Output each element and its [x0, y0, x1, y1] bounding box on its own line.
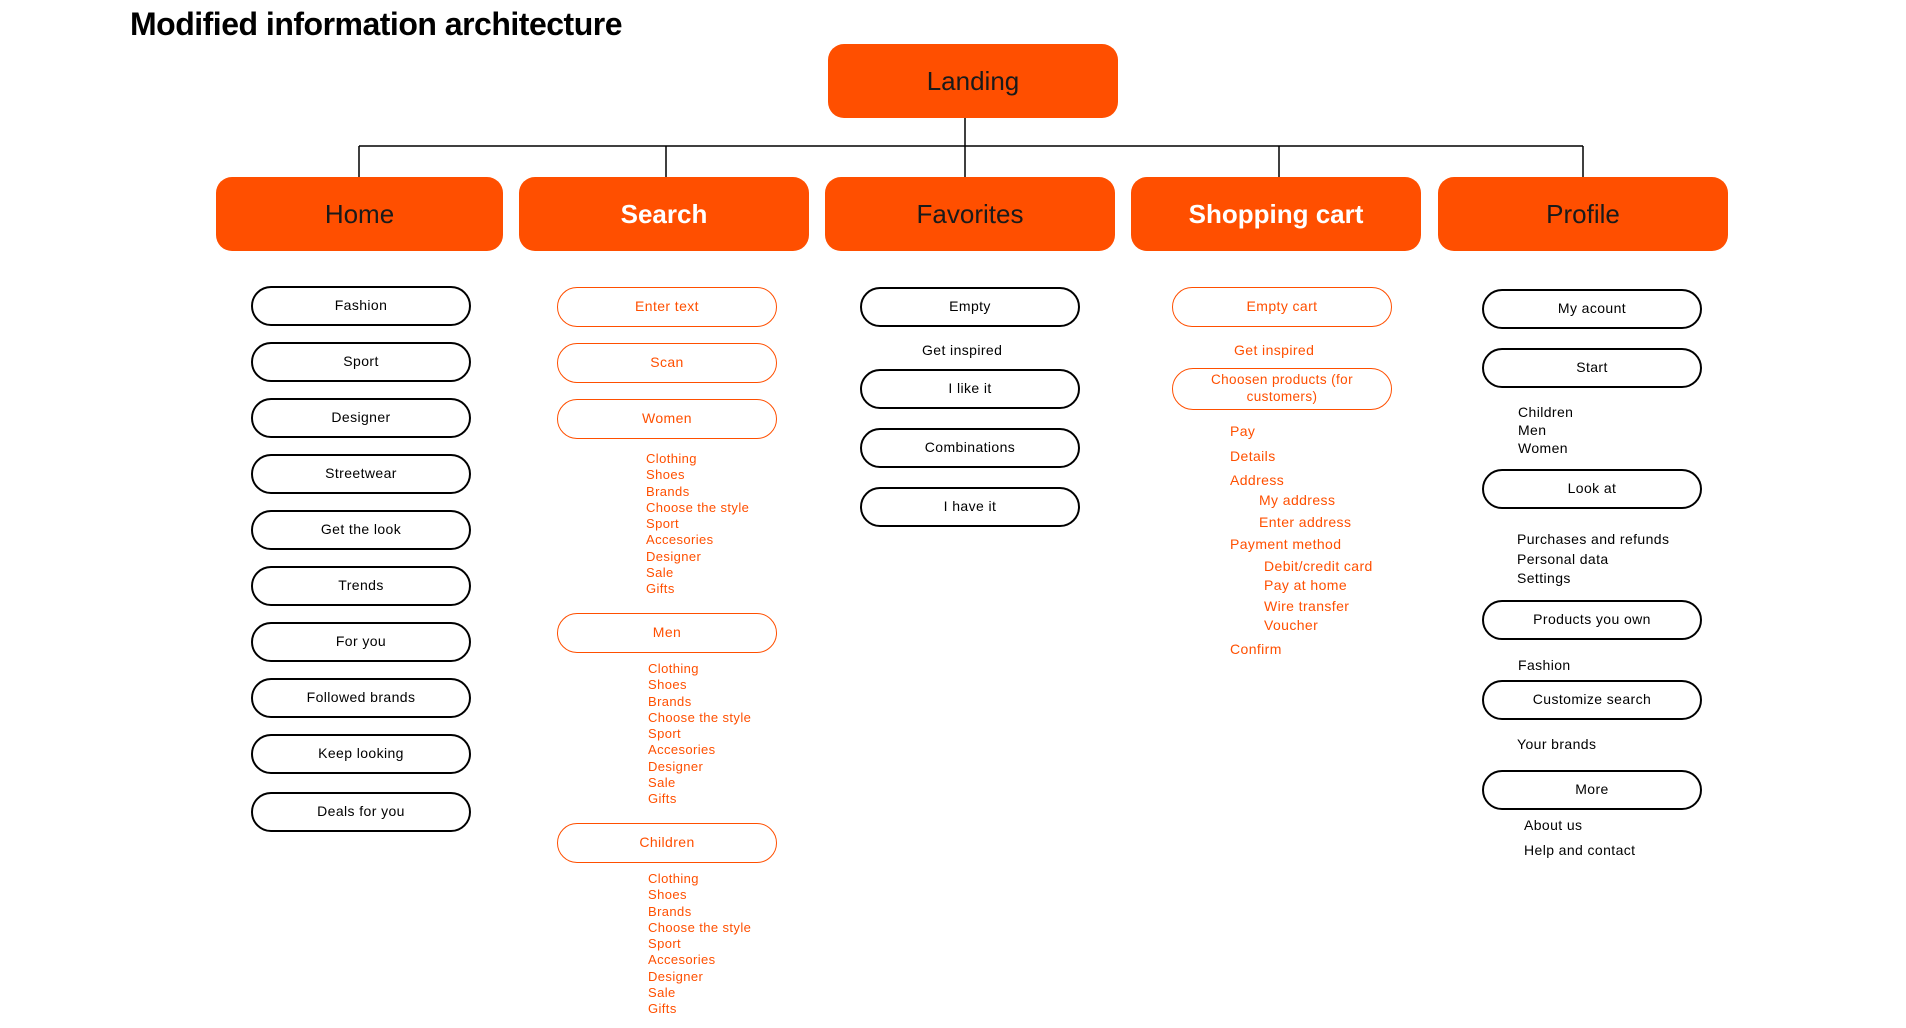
sub-item: Men — [1518, 422, 1547, 438]
sub-item: Accesories — [646, 532, 714, 548]
home-item: Fashion — [251, 286, 471, 326]
search-men: Men — [557, 613, 777, 653]
sub-item: Accesories — [648, 952, 716, 968]
profile-your-brands: Your brands — [1517, 736, 1597, 752]
sub-item: Designer — [646, 548, 702, 564]
sub-item: Shoes — [648, 887, 687, 903]
search-women: Women — [557, 399, 777, 439]
start-sub-list — [1518, 403, 1573, 457]
sub-item: Clothing — [646, 451, 697, 466]
profile-node: Profile — [1438, 177, 1728, 251]
search-children: Children — [557, 823, 777, 863]
sub-item: Clothing — [648, 661, 699, 676]
sub-item: Brands — [648, 903, 692, 919]
sub-item: Personal data — [1517, 550, 1609, 567]
cart-enter-address: Enter address — [1259, 514, 1352, 530]
sub-item: Sale — [648, 775, 676, 791]
home-item: Keep looking — [251, 734, 471, 774]
landing-node: Landing — [828, 44, 1118, 118]
home-item: Trends — [251, 566, 471, 606]
profile-my-account: My acount — [1482, 289, 1702, 329]
sub-item: Brands — [646, 483, 690, 499]
favorites-i-have-it: I have it — [860, 487, 1080, 527]
home-node: Home — [216, 177, 503, 251]
sub-item: Women — [1518, 440, 1568, 456]
cart-debit-card: Debit/credit card — [1264, 558, 1373, 574]
shopping-cart-node: Shopping cart — [1131, 177, 1421, 251]
favorites-i-like-it: I like it — [860, 369, 1080, 409]
sub-item: Designer — [648, 968, 704, 984]
home-item: Get the look — [251, 510, 471, 550]
home-item: Streetwear — [251, 454, 471, 494]
cart-empty-cart: Empty cart — [1172, 287, 1392, 327]
sub-item: Sale — [648, 985, 676, 1001]
sub-item: Designer — [648, 758, 704, 774]
sub-item: Sale — [646, 565, 674, 581]
favorites-get-inspired: Get inspired — [922, 342, 1003, 358]
cart-voucher: Voucher — [1264, 617, 1319, 633]
home-item: Deals for you — [251, 792, 471, 832]
sub-item: Accesories — [648, 742, 716, 758]
sub-item: Settings — [1517, 570, 1571, 586]
cart-confirm: Confirm — [1230, 641, 1282, 657]
cart-my-address: My address — [1259, 492, 1336, 508]
home-item: Sport — [251, 342, 471, 382]
cart-wire-transfer: Wire transfer — [1264, 598, 1350, 614]
sub-item: Sport — [648, 726, 682, 742]
cart-payment-method: Payment method — [1230, 536, 1342, 552]
search-scan: Scan — [557, 343, 777, 383]
sub-item: Brands — [648, 693, 692, 709]
sub-item: Choose the style — [648, 709, 752, 725]
profile-fashion: Fashion — [1518, 657, 1571, 673]
profile-help-contact: Help and contact — [1524, 842, 1636, 858]
sub-item: Sport — [646, 516, 680, 532]
cart-address: Address — [1230, 472, 1285, 488]
profile-customize-search: Customize search — [1482, 680, 1702, 720]
favorites-node: Favorites — [825, 177, 1115, 251]
search-node: Search — [519, 177, 809, 251]
home-item: Designer — [251, 398, 471, 438]
favorites-combinations: Combinations — [860, 428, 1080, 468]
sub-item: Purchases and refunds — [1517, 531, 1670, 547]
favorites-empty: Empty — [860, 287, 1080, 327]
sub-item: Shoes — [646, 467, 685, 483]
sub-item: Sport — [648, 936, 682, 952]
look-at-sub-list — [1517, 530, 1669, 589]
sub-item: Children — [1518, 404, 1574, 420]
search-enter-text: Enter text — [557, 287, 777, 327]
sub-item: Choose the style — [648, 919, 752, 935]
sub-item: Choose the style — [646, 499, 750, 515]
women-sub-list — [646, 451, 749, 598]
sub-item: Shoes — [648, 677, 687, 693]
cart-pay: Pay — [1230, 423, 1256, 439]
men-sub-list — [648, 661, 751, 808]
sub-item: Clothing — [648, 871, 699, 886]
home-item: Followed brands — [251, 678, 471, 718]
profile-more: More — [1482, 770, 1702, 810]
children-sub-list — [648, 871, 751, 1018]
cart-pay-at-home: Pay at home — [1264, 577, 1347, 593]
profile-products-you-own: Products you own — [1482, 600, 1702, 640]
profile-about-us: About us — [1524, 817, 1583, 833]
cart-get-inspired: Get inspired — [1234, 342, 1315, 358]
home-item: For you — [251, 622, 471, 662]
cart-chosen-products: Choosen products (for customers) — [1172, 368, 1392, 410]
sub-item: Gifts — [648, 1001, 677, 1017]
diagram-title: Modified information architecture — [130, 6, 622, 42]
sub-item: Gifts — [648, 791, 677, 807]
cart-details: Details — [1230, 448, 1276, 464]
profile-look-at: Look at — [1482, 469, 1702, 509]
profile-start: Start — [1482, 348, 1702, 388]
sub-item: Gifts — [646, 581, 675, 597]
